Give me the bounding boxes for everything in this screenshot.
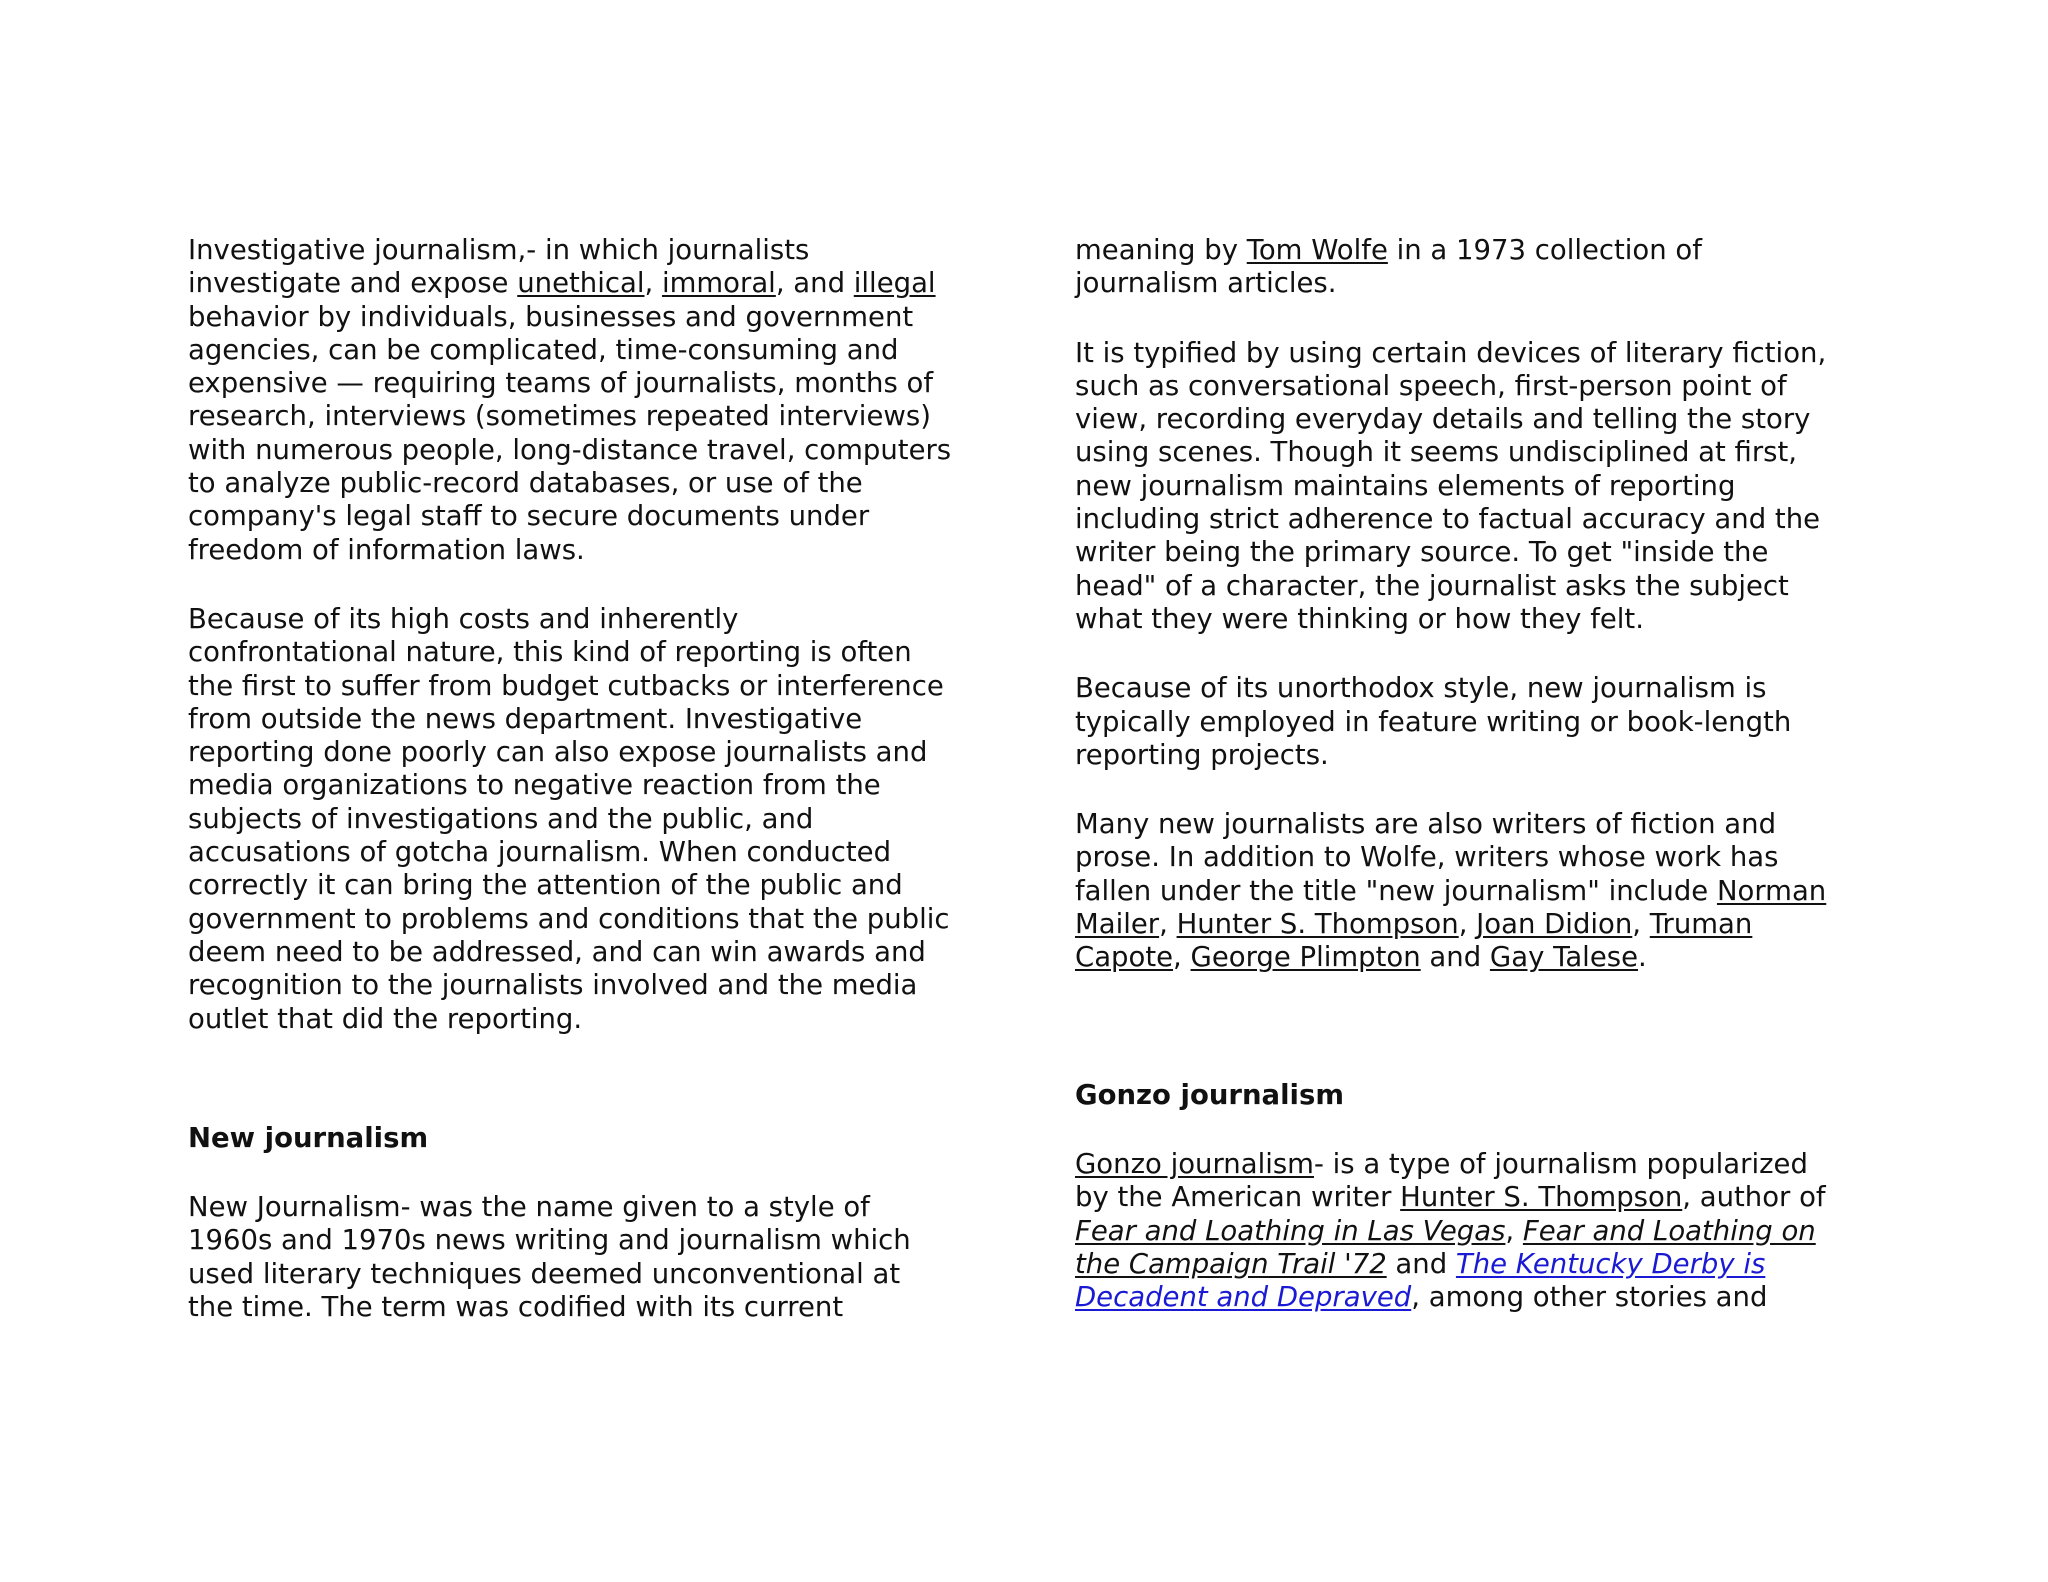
text-line (188, 434, 998, 467)
text-segment: meaning by (1075, 234, 1247, 266)
text-line: head" of a character, the journalist asks the subject (1075, 569, 1789, 602)
text-segment: agencies, can be complicated, time-consuming and (188, 333, 899, 366)
text-segment: , (1458, 908, 1477, 941)
text-line: recognition to the journalists involved and the media (188, 969, 918, 1002)
text-segment: , (1173, 941, 1191, 974)
text-line: government to problems and conditions that the public (188, 902, 950, 935)
text-line: accusations of gotcha journalism. When conducted (188, 836, 892, 869)
text-segment: , among other stories and (1411, 1281, 1768, 1314)
paragraph-gap (1075, 636, 1885, 672)
gonzo-journalism-heading: Gonzo journalism (1075, 1078, 1344, 1111)
text-segment: company's legal staff to secure documents under (188, 500, 870, 533)
text-line: reporting done poorly can also expose journalists and (188, 736, 928, 769)
text-line (1075, 267, 1885, 300)
text-line: Because of its unorthodox style, new journalism is (1075, 672, 1767, 705)
text-segment: prose. In addition to Wolfe, writers whose work has (1075, 841, 1779, 874)
text-segment: by the American writer (1075, 1181, 1401, 1214)
text-segment: , (644, 267, 662, 300)
link-unethical[interactable]: unethical (517, 267, 645, 300)
gonzo-paragraph (1075, 1148, 1885, 1314)
text-line (1075, 808, 1885, 841)
section-gap (1075, 975, 1885, 1079)
new-journalism-heading: New journalism (188, 1121, 429, 1154)
text-line (1075, 1281, 1885, 1314)
link-the-kentucky-derby-is[interactable]: The Kentucky Derby is (1455, 1247, 1766, 1280)
text-segment: - is a type of journalism popularized (1313, 1147, 1808, 1180)
text-line (1075, 908, 1885, 941)
link-gonzo-journalism[interactable]: Gonzo journalism (1075, 1147, 1314, 1180)
link-fear-and-loathing-in-las-vegas[interactable]: Fear and Loathing in Las Vegas (1075, 1214, 1506, 1247)
text-segment: , (1505, 1214, 1523, 1247)
costs-paragraph (188, 603, 998, 1036)
text-line (188, 467, 998, 500)
link-truman[interactable]: Truman (1649, 908, 1753, 941)
paragraph-gap (1075, 1112, 1885, 1148)
link-norman[interactable]: Norman (1716, 874, 1827, 907)
text-line (188, 400, 998, 433)
text-line: from outside the news department. Investigative (188, 702, 863, 735)
text-segment: expensive — requiring teams of journalists, months of (188, 367, 934, 400)
link-gay-talese[interactable]: Gay Talese (1489, 941, 1638, 974)
text-line (1075, 1148, 1885, 1181)
text-line: the first to suffer from budget cutbacks or interference (188, 669, 944, 702)
text-line (1075, 941, 1885, 974)
text-segment: , (1632, 908, 1650, 941)
text-segment: , and (775, 267, 854, 300)
text-line (1075, 234, 1885, 267)
paragraph-gap (188, 1155, 998, 1191)
link-the-campaign-trail-72[interactable]: the Campaign Trail '72 (1075, 1247, 1387, 1280)
text-segment: journalism articles. (1075, 267, 1337, 300)
text-line: used literary techniques deemed unconventional at (188, 1257, 901, 1290)
text-line (1075, 1215, 1885, 1248)
link-george-plimpton[interactable]: George Plimpton (1190, 941, 1421, 974)
text-line: New Journalism- was the name given to a style of (188, 1191, 870, 1224)
text-segment: and (1420, 941, 1490, 974)
paragraph-gap (188, 567, 998, 603)
text-line (188, 500, 998, 533)
text-line: 1960s and 1970s news writing and journalism which (188, 1224, 911, 1257)
link-capote[interactable]: Capote (1075, 941, 1174, 974)
right-column (1075, 234, 1885, 1314)
tom-wolfe-paragraph (1075, 234, 1885, 301)
text-segment: fallen under the title "new journalism" include (1075, 874, 1717, 907)
text-segment: investigate and expose (188, 267, 518, 300)
paragraph-gap (1075, 301, 1885, 337)
text-segment: , author of (1682, 1181, 1826, 1214)
text-line: writer being the primary source. To get "inside the (1075, 536, 1769, 569)
text-line: deem need to be addressed, and can win awards and (188, 935, 926, 968)
text-line: reporting projects. (1075, 738, 1329, 771)
left-column (188, 234, 998, 1324)
text-line (188, 234, 998, 267)
text-line (188, 367, 998, 400)
text-segment: behavior by individuals, businesses and government (188, 300, 914, 333)
text-segment: . (1638, 941, 1647, 974)
text-line: subjects of investigations and the public, and (188, 802, 814, 835)
text-line (188, 534, 998, 567)
text-line: using scenes. Though it seems undisciplined at first, (1075, 436, 1798, 469)
text-segment: with numerous people, long-distance travel, computers (188, 433, 952, 466)
text-line: correctly it can bring the attention of the public and (188, 869, 903, 902)
text-line (1075, 1248, 1885, 1281)
text-line: the time. The term was codified with its current (188, 1291, 844, 1324)
link-hunter-s-thompson[interactable]: Hunter S. Thompson (1176, 908, 1459, 941)
text-line (1075, 875, 1885, 908)
text-line: It is typified by using certain devices of literary fiction, (1075, 336, 1827, 369)
text-segment: freedom of information laws. (188, 533, 585, 566)
link-hunter-s-thompson[interactable]: Hunter S. Thompson (1400, 1181, 1683, 1214)
text-line: such as conversational speech, first-person point of (1075, 369, 1787, 402)
unorthodox-paragraph (1075, 672, 1885, 772)
writers-paragraph (1075, 808, 1885, 974)
text-segment: and (1386, 1247, 1456, 1280)
text-line: media organizations to negative reaction from the (188, 769, 881, 802)
typified-paragraph (1075, 337, 1885, 637)
text-line: what they were thinking or how they felt. (1075, 602, 1644, 635)
text-line: view, recording everyday details and telling the story (1075, 403, 1811, 436)
text-line (188, 267, 998, 300)
text-line: typically employed in feature writing or book-length (1075, 705, 1792, 738)
link-fear-and-loathing-on[interactable]: Fear and Loathing on (1522, 1214, 1816, 1247)
text-line: Because of its high costs and inherently (188, 602, 739, 635)
link-mailer[interactable]: Mailer (1075, 908, 1160, 941)
section-gap (188, 1036, 998, 1122)
new-journalism-paragraph (188, 1191, 998, 1324)
text-segment: in a 1973 collection of (1387, 234, 1702, 266)
link-tom-wolfe[interactable]: Tom Wolfe (1246, 234, 1388, 266)
text-segment: , (1159, 908, 1177, 941)
link-illegal[interactable]: illegal (853, 267, 936, 300)
text-line: outlet that did the reporting. (188, 1002, 583, 1035)
link-decadent-and-depraved[interactable]: Decadent and Depraved (1075, 1281, 1412, 1314)
text-segment: Investigative journalism,- in which journalists (188, 234, 810, 266)
text-segment: to analyze public-record databases, or use of the (188, 467, 863, 500)
text-segment: Many new journalists are also writers of fiction and (1075, 808, 1777, 841)
paragraph-gap (1075, 772, 1885, 808)
text-line (188, 301, 998, 334)
text-line: including strict adherence to factual accuracy and the (1075, 503, 1821, 536)
text-line (1075, 1181, 1885, 1214)
link-immoral[interactable]: immoral (661, 267, 776, 300)
text-segment: research, interviews (sometimes repeated interviews) (188, 400, 931, 433)
investigative-paragraph (188, 234, 998, 567)
link-joan-didion[interactable]: Joan Didion (1476, 908, 1633, 941)
text-line (1075, 841, 1885, 874)
text-line (188, 334, 998, 367)
text-line: confrontational nature, this kind of reporting is often (188, 636, 912, 669)
text-line: new journalism maintains elements of reporting (1075, 469, 1736, 502)
